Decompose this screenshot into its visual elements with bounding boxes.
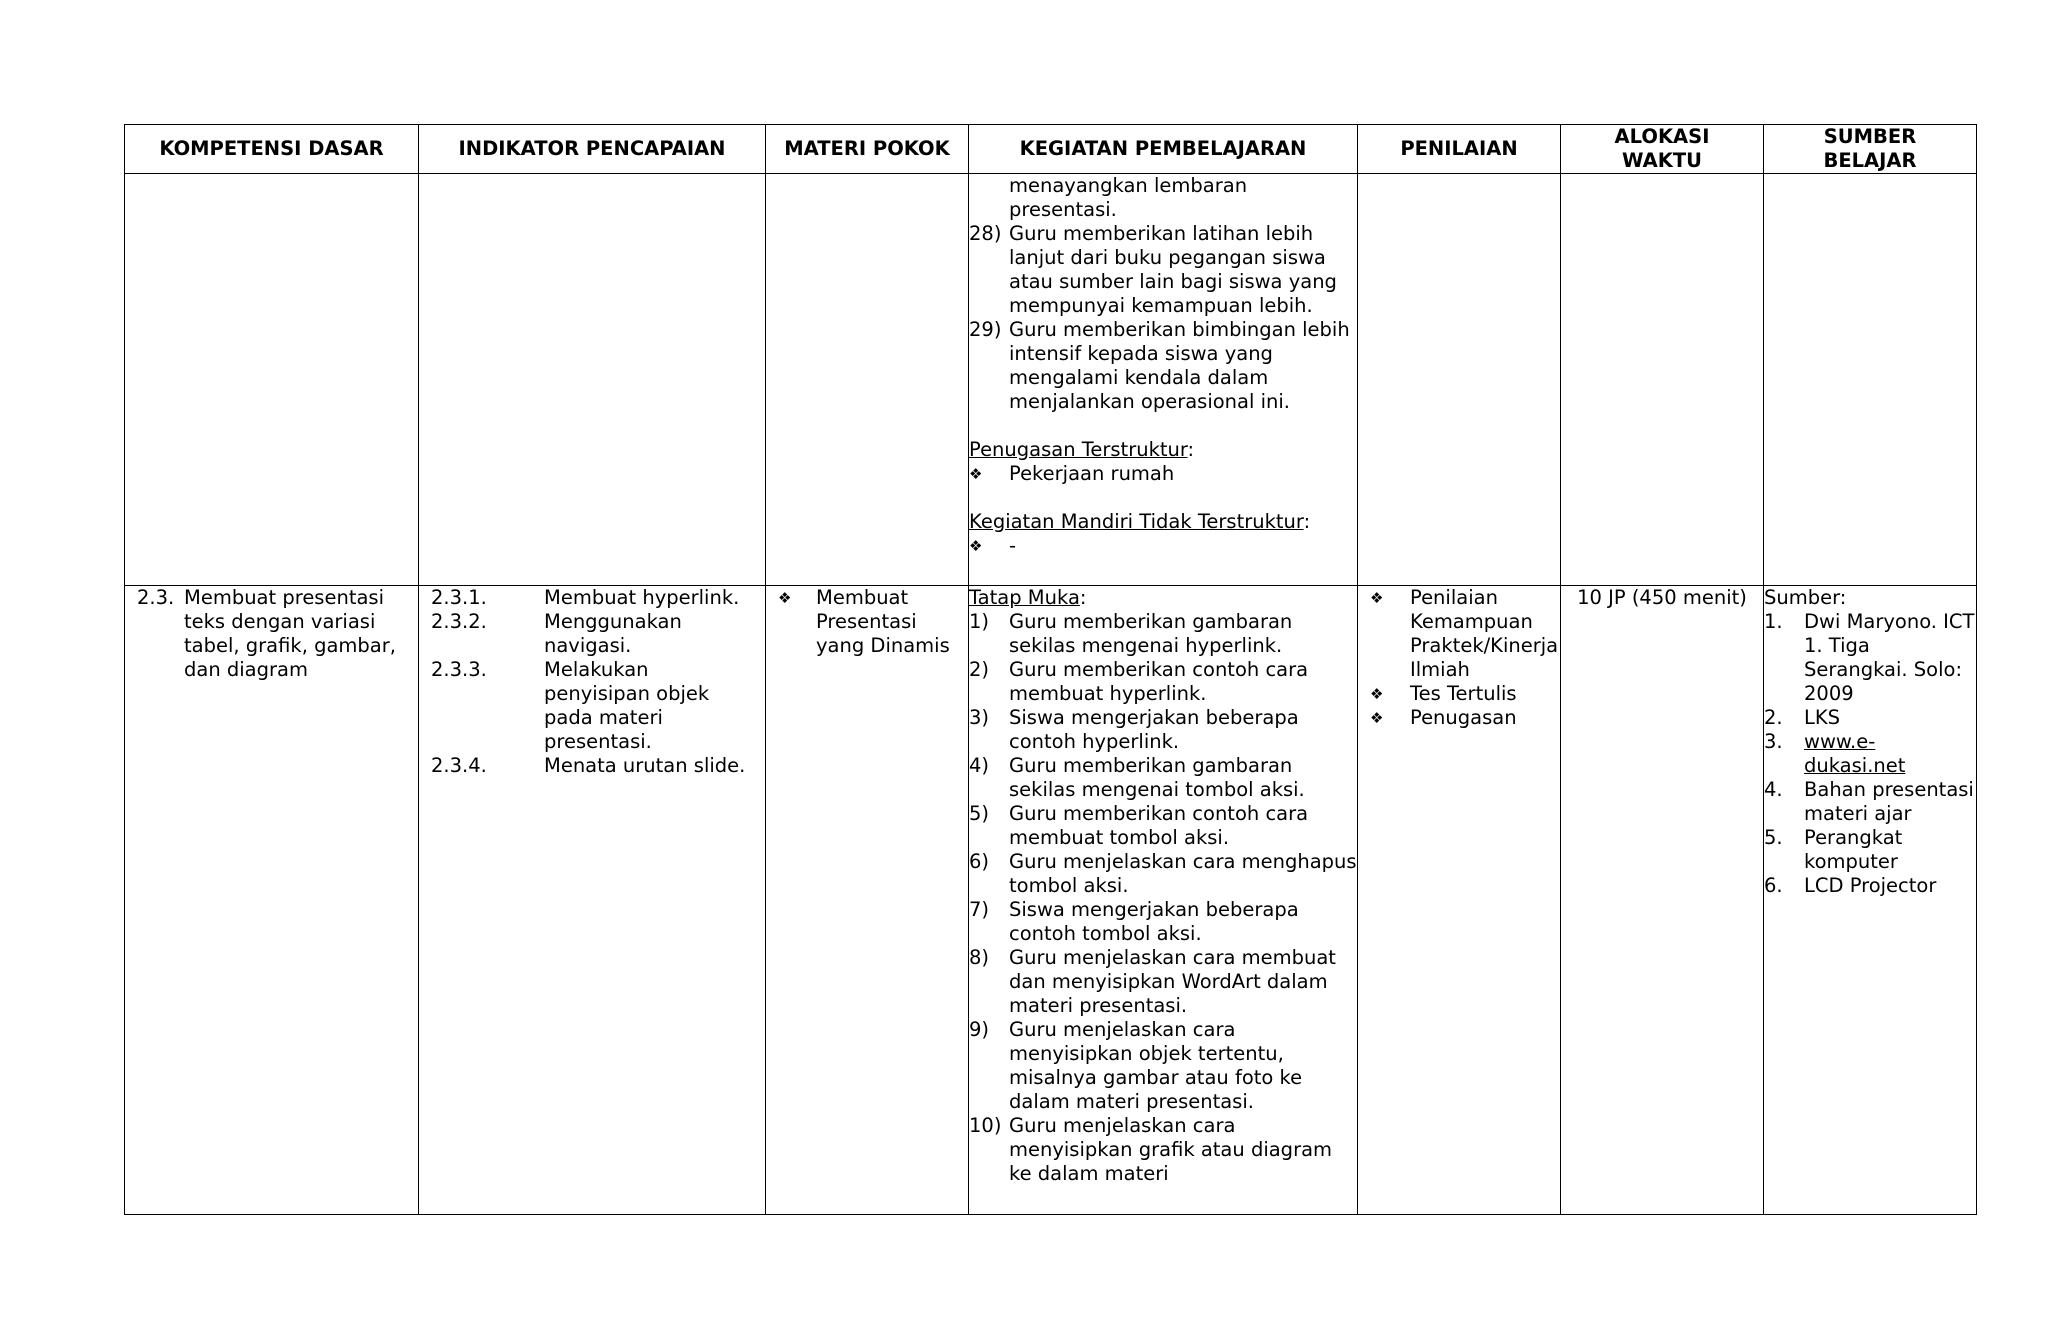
indikator-item: 2.3.2. Menggunakan navigasi. (431, 610, 682, 657)
list-item: 6) Guru menjelaskan cara menghapus tombol aksi. (969, 850, 1357, 897)
list-item: 1. Dwi Maryono. ICT 1. Tiga Serangkai. Solo: 2009 (1764, 610, 1975, 705)
diamond-bullet-icon: ❖ (778, 589, 792, 607)
cell-sumber-empty (1764, 174, 1977, 586)
header-penilaian: PENILAIAN (1358, 125, 1561, 174)
list-item: 2. LKS (1764, 706, 1841, 729)
cell-kompetensi (125, 586, 419, 1215)
mandiri-heading: Kegiatan Mandiri Tidak Terstruktur: (969, 510, 1311, 533)
list-item: ❖ Penugasan (1370, 706, 1517, 729)
materi-item: ❖ Membuat Presentasi yang Dinamis (778, 586, 950, 657)
header-indikator-pencapaian: INDIKATOR PENCAPAIAN (419, 125, 766, 174)
header-kegiatan-pembelajaran: KEGIATAN PEMBELAJARAN (969, 125, 1358, 174)
list-item: 1) Guru memberikan gambaran sekilas mengenai hyperlink. (969, 610, 1293, 657)
cell-indikator-empty (419, 174, 766, 586)
list-item: 3) Siswa mengerjakan beberapa contoh hyperlink. (969, 706, 1299, 753)
list-item: 29) Guru memberikan bimbingan lebih intensif kepada siswa yang mengalami kendala dalam menjalankan operasional ini. (969, 318, 1350, 413)
cell-penilaian (1358, 586, 1561, 1215)
header-materi-pokok: MATERI POKOK (766, 125, 969, 174)
header-row (125, 125, 1977, 174)
diamond-bullet-icon: ❖ (969, 537, 983, 555)
continued-text: menayangkan lembaran presentasi. (1009, 174, 1248, 221)
header-alokasi-waktu: ALOKASI WAKTU (1561, 125, 1764, 174)
cell-kompetensi-empty (125, 174, 419, 586)
list-item: 7) Siswa mengerjakan beberapa contoh tombol aksi. (969, 898, 1299, 945)
cell-materi (766, 586, 969, 1215)
indikator-item: 2.3.3. Melakukan penyisipan objek pada materi presentasi. (431, 658, 710, 753)
header-sumber-belajar: SUMBER BELAJAR (1764, 125, 1977, 174)
diamond-bullet-icon: ❖ (1370, 685, 1384, 703)
cell-kegiatan (969, 174, 1358, 586)
cell-alokasi-empty (1561, 174, 1764, 586)
edukasi-link[interactable]: www.e-dukasi.net (1804, 730, 1906, 777)
list-item: 2) Guru memberikan contoh cara membuat hyperlink. (969, 658, 1309, 705)
syllabus-table (124, 124, 1977, 1215)
header-kompetensi-dasar: KOMPETENSI DASAR (125, 125, 419, 174)
diamond-bullet-icon: ❖ (1370, 709, 1384, 727)
indikator-item: 2.3.4. Menata urutan slide. (431, 754, 746, 777)
list-item: 28) Guru memberikan latihan lebih lanjut dari buku pegangan siswa atau sumber lain bagi siswa yang mempunyai kemampuan lebih. (969, 222, 1337, 317)
list-item: 4) Guru memberikan gambaran sekilas mengenai tombol aksi. (969, 754, 1305, 801)
cell-kegiatan (969, 586, 1358, 1215)
list-item: 8) Guru menjelaskan cara membuat dan menyisipkan WordArt dalam materi presentasi. (969, 946, 1336, 1017)
cell-sumber (1764, 586, 1977, 1215)
penugasan-heading: Penugasan Terstruktur: (969, 438, 1195, 461)
list-item: 3. www.e-dukasi.net (1764, 730, 1976, 778)
sumber-heading: Sumber: (1764, 586, 1847, 609)
list-item: 10) Guru menjelaskan cara menyisipkan grafik atau diagram ke dalam materi (969, 1114, 1333, 1185)
list-item: 9) Guru menjelaskan cara menyisipkan objek tertentu, misalnya gambar atau foto ke dalam materi presentasi. (969, 1018, 1303, 1113)
indikator-item: 2.3.1. Membuat hyperlink. (431, 586, 740, 609)
cell-materi-empty (766, 174, 969, 586)
cell-penilaian-empty (1358, 174, 1561, 586)
list-item: ❖ Tes Tertulis (1370, 682, 1517, 705)
table-row (125, 586, 1977, 1215)
list-item: 6. LCD Projector (1764, 874, 1937, 897)
list-item: 5. Perangkat komputer (1764, 826, 1903, 873)
kompetensi-item: 2.3. Membuat presentasi teks dengan variasi tabel, grafik, gambar, dan diagram (137, 586, 396, 681)
list-item: 4. Bahan presentasi materi ajar (1764, 778, 1974, 825)
cell-indikator (419, 586, 766, 1215)
list-item: ❖ Pekerjaan rumah (969, 462, 1175, 485)
list-item: ❖ - (969, 534, 1017, 557)
tatap-muka-heading: Tatap Muka: (969, 586, 1087, 609)
list-item: ❖ Penilaian Kemampuan Praktek/Kinerja Ilmiah (1370, 586, 1559, 681)
list-item: 5) Guru memberikan contoh cara membuat tombol aksi. (969, 802, 1309, 849)
diamond-bullet-icon: ❖ (969, 465, 983, 483)
cell-alokasi: 10 JP (450 menit) (1561, 586, 1764, 1215)
table-row (125, 174, 1977, 586)
diamond-bullet-icon: ❖ (1370, 589, 1384, 607)
